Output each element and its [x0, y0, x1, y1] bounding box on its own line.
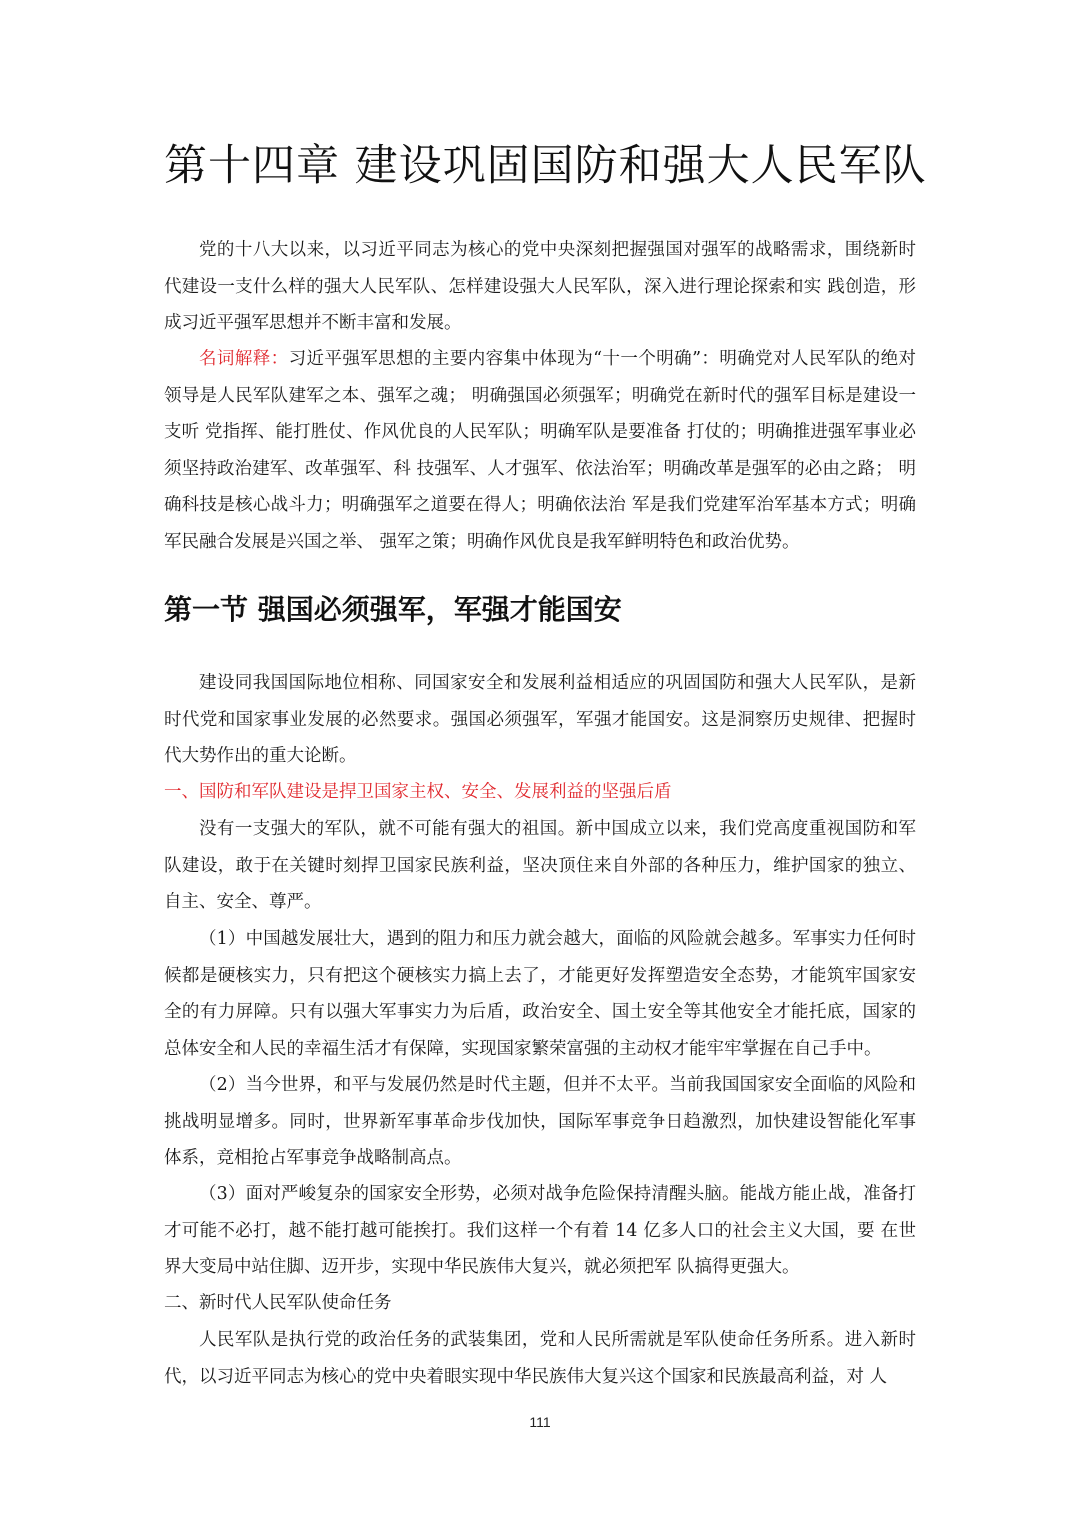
chapter-intro-paragraph: 党的十八大以来，以习近平同志为核心的党中央深刻把握强国对强军的战略需求，围绕新时代建设一支什么样的强大人民军队、怎样建设强大人民军队，深入进行理论探索和实 践创造，形成习近平强军思想并不断丰富和发展。	[164, 240, 916, 333]
page-number: 111	[529, 1414, 551, 1430]
section-intro-paragraph: 建设同我国国际地位相称、同国家安全和发展利益相适应的巩固国防和强大人民军队，是新时代党和国家事业发展的必然要求。强国必须强军，军强才能国安。这是洞察历史规律、把握时代大势作出的重大论断。	[164, 673, 916, 766]
point-2-paragraph: （2）当今世界，和平与发展仍然是时代主题，但并不太平。当前我国国家安全面临的风险和挑战明显增多。同时，世界新军事革命步伐加快，国际军事竞争日趋激烈，加快建设智能化军事体系，竞相抢占军事竞争战略制高点。	[164, 1075, 916, 1168]
subheading-2-paragraph: 人民军队是执行党的政治任务的武装集团，党和人民所需就是军队使命任务所系。进入新时代，以习近平同志为核心的党中央着眼实现中华民族伟大复兴这个国家和民族最高利益，对 人	[164, 1330, 916, 1387]
term-label: 名词解释：	[199, 349, 289, 369]
subheading-1: 一、国防和军队建设是捍卫国家主权、安全、发展利益的坚强后盾	[164, 782, 672, 802]
chapter-title: 第十四章 建设巩固国防和强大人民军队	[164, 141, 927, 191]
subheading-1-paragraph: 没有一支强大的军队，就不可能有强大的祖国。新中国成立以来，我们党高度重视国防和军队建设，敢于在关键时刻捍卫国家民族利益，坚决顶住来自外部的各种压力，维护国家的独立、自主、安全、尊严。	[164, 819, 916, 912]
point-1-paragraph: （1）中国越发展壮大，遇到的阻力和压力就会越大，面临的风险就会越多。军事实力任何时候都是硬核实力，只有把这个硬核实力搞上去了，才能更好发挥塑造安全态势，才能筑牢国家安全的有力屏障。只有以强大军事实力为后盾，政治安全、国土安全等其他安全才能托底，国家的总体安全和人民的幸福生活才有保障，实现国家繁荣富强的主动权才能牢牢掌握在自己手中。	[164, 929, 916, 1059]
term-explanation-paragraph	[164, 341, 916, 560]
term-text: 习近平强军思想的主要内容集中体现为“十一个明确”：明确党对人民军队的绝对领导是人民军队建军之本、强军之魂； 明确强国必须强军；明确党在新时代的强军目标是建设一支听 党指挥、能打胜仗、作风优良的人民军队；明确军队是要准备 打仗的；明确推进强军事业必须坚持政治建军、改革强军、科 技强军、人才强军、依法治军；明确改革是强军的必由之路； 明确科技是核心战斗力；明确强军之道要在得人；明确依法治 军是我们党建军治军基本方式；明确军民融合发展是兴国之举、 强军之策；明确作风优良是我军鲜明特色和政治优势。	[164, 349, 917, 552]
point-3-paragraph: （3）面对严峻复杂的国家安全形势，必须对战争危险保持清醒头脑。能战方能止战，准备打才可能不必打，越不能打越可能挨打。我们这样一个有着 14 亿多人口的社会主义大国，要 在世界大变局中站住脚、迈开步，实现中华民族伟大复兴，就必须把军 队搞得更强大。	[164, 1184, 916, 1277]
subheading-2: 二、新时代人民军队使命任务	[164, 1293, 392, 1313]
section-title: 第一节 强国必须强军，军强才能国安	[164, 593, 622, 626]
